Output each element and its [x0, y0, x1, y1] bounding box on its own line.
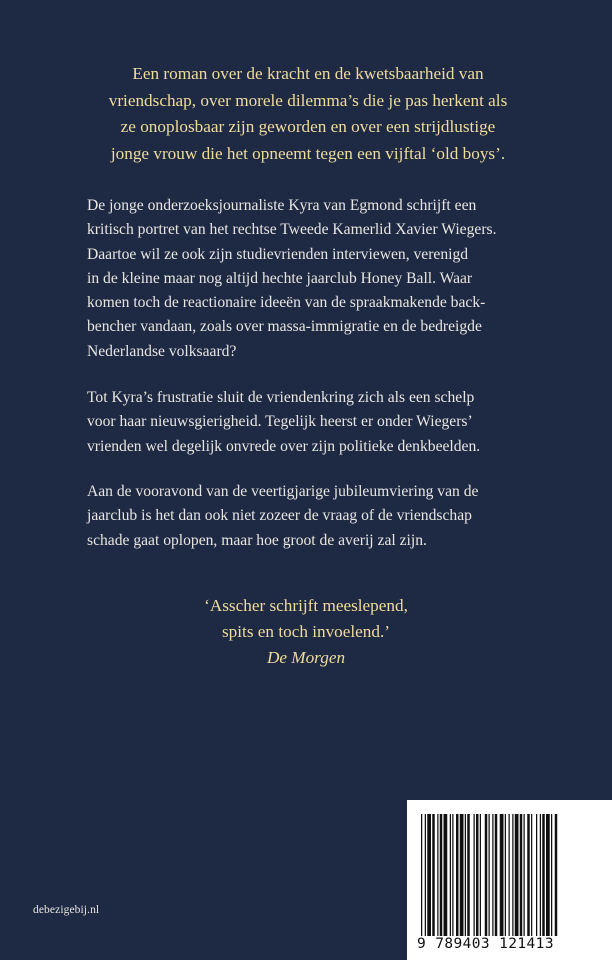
barcode-bar [440, 814, 443, 936]
publisher-website: debezigebij.nl [33, 904, 100, 916]
barcode-bar [465, 814, 466, 936]
paragraph-line: Nederlandse volksaard? [87, 342, 237, 360]
synopsis-paragraph-1 [87, 194, 547, 364]
barcode-bar [452, 814, 453, 936]
barcode-bar [524, 814, 525, 936]
barcode-bar [509, 814, 510, 936]
paragraph-line: jaarclub is het dan ook niet zozeer de vraag of de vriendschap [87, 507, 472, 525]
barcode-bar [540, 814, 541, 936]
barcode-bar [555, 814, 558, 936]
barcode-bar [489, 814, 490, 936]
barcode-bar [495, 814, 498, 936]
barcode-bar [444, 814, 448, 936]
barcode-bar [512, 814, 513, 936]
barcode-bar [531, 814, 532, 936]
barcode-bar [474, 814, 475, 936]
paragraph-line: De jonge onderzoeksjournaliste Kyra van Egmond schrijft een [87, 197, 477, 214]
blurb-line: vriendschap, over morele dilemma’s die je pas herkent als [108, 90, 508, 110]
isbn-barcode-panel [407, 800, 612, 960]
barcode-bar [425, 814, 426, 936]
paragraph-line: bencher vandaan, zoals over massa-immigratie en de bedreigde [87, 318, 482, 336]
barcode-bar [485, 814, 488, 936]
barcode-bar [546, 814, 550, 936]
barcode-bar [527, 814, 530, 936]
blurb-line: ze onoplosbaar zijn geworden en over een strijdlustige [120, 117, 496, 136]
paragraph-line: kritisch portret van het rechtse Tweede Kamerlid Xavier Wiegers. [87, 221, 497, 239]
barcode-bar [432, 814, 435, 936]
blurb-line: jonge vrouw die het opneemt tegen een vijftal ‘old boys’. [110, 143, 506, 163]
paragraph-line: Tot Kyra’s frustratie sluit de vriendenkring zich als een schelp [87, 389, 475, 406]
synopsis-paragraph-3 [87, 480, 547, 553]
paragraph-line: voor haar nieuwsgierigheid. Tegelijk heerst er onder Wiegers’ [87, 413, 473, 431]
barcode-bar [505, 814, 506, 936]
barcode-bar [427, 814, 431, 936]
barcode-bar [456, 814, 459, 936]
barcode-bar [480, 814, 481, 936]
paragraph-line: Aan de vooravond van de veertigjarige jubileumviering van de [87, 483, 479, 500]
paragraph-line: in de kleine maar nog altijd hechte jaarclub Honey Ball. Waar [87, 269, 473, 287]
quote-line: spits en toch invoelend.’ [221, 622, 391, 641]
barcode-bar [467, 814, 470, 936]
isbn-number: 9 789403 121413 [417, 936, 554, 952]
quote-source: De Morgen [266, 648, 346, 667]
barcode-bar [450, 814, 451, 936]
paragraph-line: vrienden wel degelijk onvrede over zijn politieke denkbeelden. [87, 437, 481, 455]
barcode-bar [520, 814, 523, 936]
review-quote [106, 593, 506, 671]
blurb-text [88, 61, 528, 167]
synopsis-paragraph-2 [87, 386, 547, 459]
barcode-bar [515, 814, 519, 936]
barcode-bar [500, 814, 504, 936]
barcode-bar [551, 814, 552, 936]
barcode-bar [437, 814, 438, 936]
paragraph-line: schade gaat oplopen, maar hoe groot de averij zal zijn. [87, 531, 427, 549]
barcode-bar [536, 814, 537, 936]
paragraph-line: Daartoe wil ze ook zijn studievrienden interviewen, verenigd [87, 245, 469, 263]
paragraph-line: komen toch de reactionaire ideeën van de spraakmakende back- [87, 294, 486, 312]
barcode-bar [460, 814, 464, 936]
barcode-icon [421, 814, 599, 936]
barcode-bar [542, 814, 545, 936]
blurb-line: Een roman over de kracht en de kwetsbaarheid van [132, 64, 484, 83]
barcode-bar [476, 814, 479, 936]
barcode-bar [492, 814, 493, 936]
barcode-bar [421, 814, 422, 936]
quote-line: ‘Asscher schrijft meeslepend, [204, 596, 408, 615]
